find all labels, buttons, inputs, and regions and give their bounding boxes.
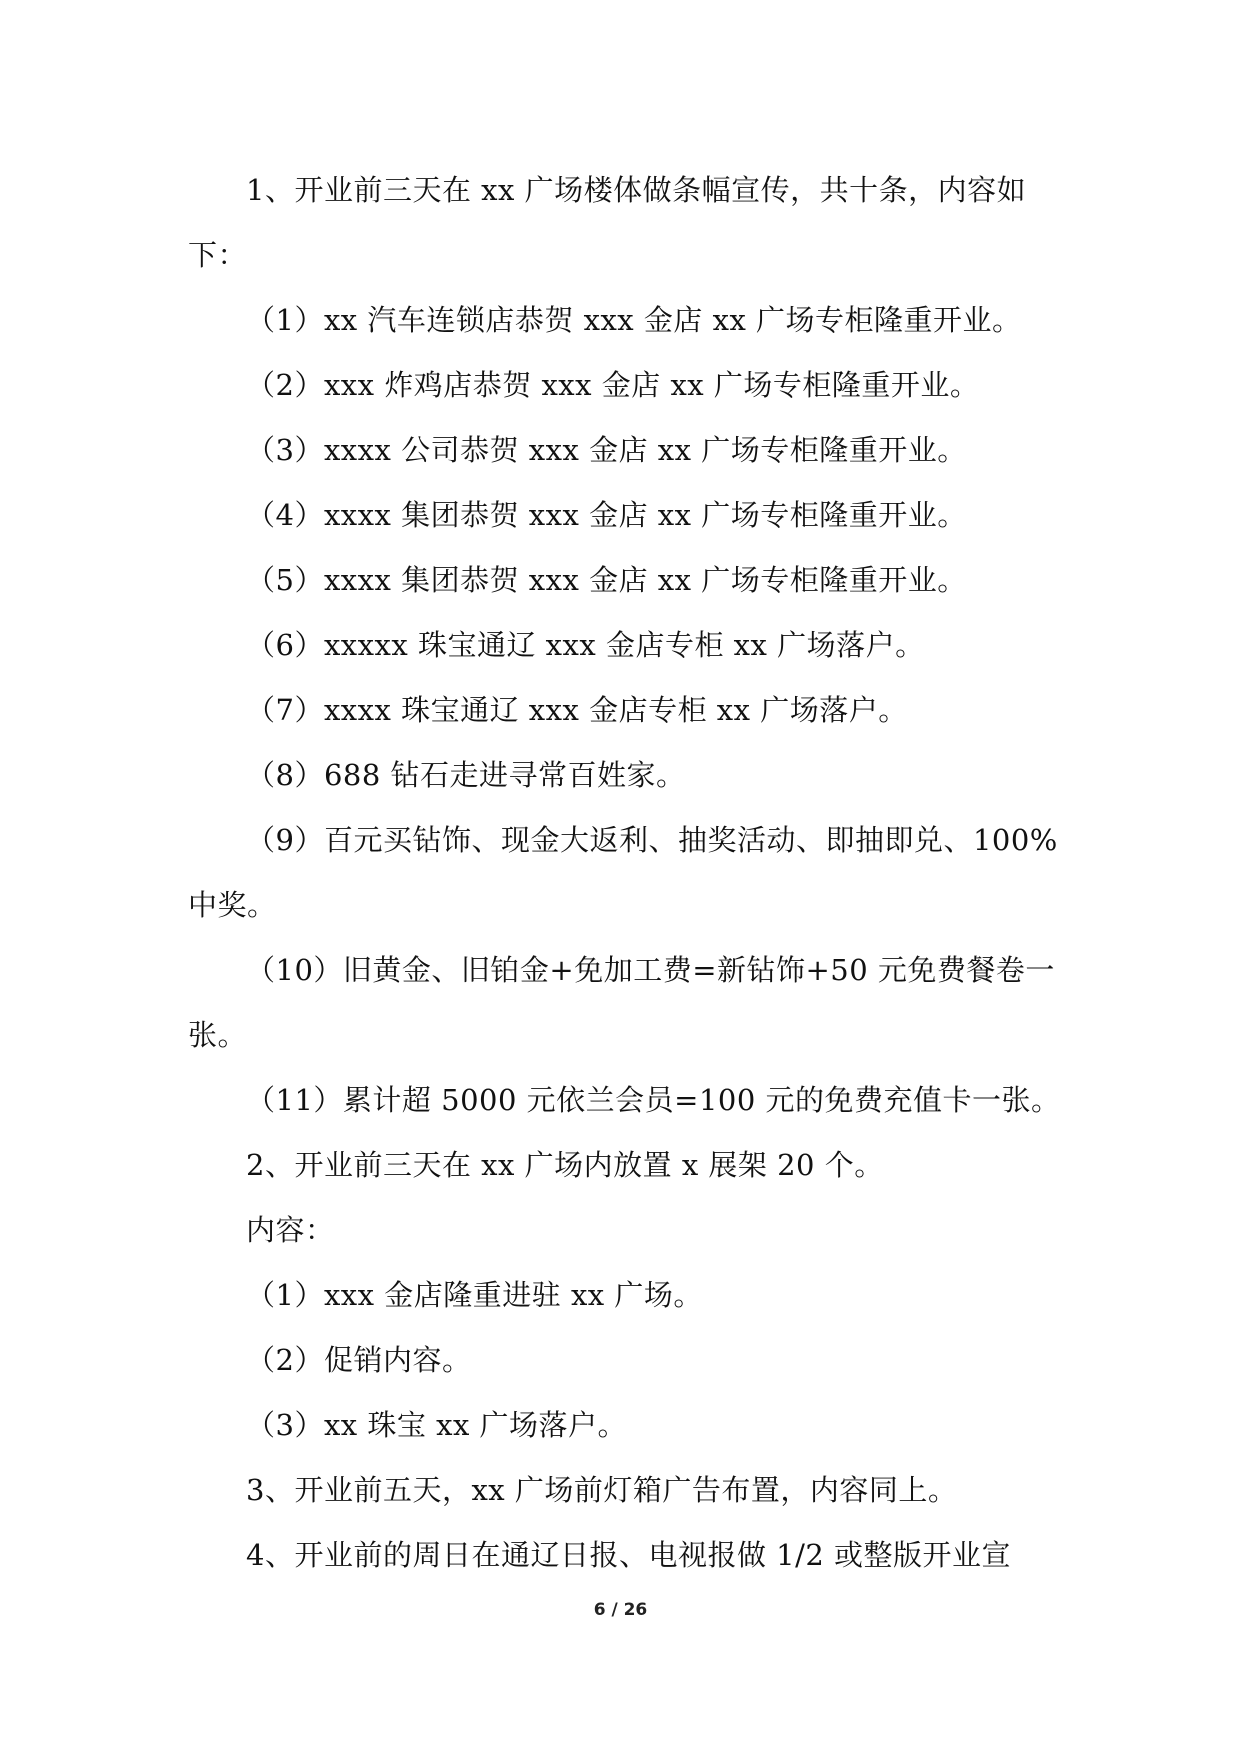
paragraph-4: 4、开业前的周日在通辽日报、电视报做 1/2 或整版开业宣 [246,1538,1012,1572]
paragraph-3: 3、开业前五天，xx 广场前灯箱广告布置，内容同上。 [246,1473,958,1507]
banner-item-10: （10）旧黄金、旧铂金+免加工费=新钻饰+50 元免费餐卷一张。 [188,953,1055,1052]
page-number: 6 / 26 [593,1600,648,1620]
banner-item-6: （6）xxxxx 珠宝通辽 xxx 金店专柜 xx 广场落户。 [246,628,925,662]
banner-item-7: （7）xxxx 珠宝通辽 xxx 金店专柜 xx 广场落户。 [246,693,908,727]
banner-item-2: （2）xxx 炸鸡店恭贺 xxx 金店 xx 广场专柜隆重开业。 [246,368,980,402]
banner-item-9: （9）百元买钻饰、现金大返利、抽奖活动、即抽即兑、100%中奖。 [188,823,1058,922]
document-body [188,158,1061,1588]
banner-item-8: （8）688 钻石走进寻常百姓家。 [246,758,686,792]
content-label: 内容： [246,1213,335,1247]
paragraph-2: 2、开业前三天在 xx 广场内放置 x 展架 20 个。 [246,1148,884,1182]
banner-item-5: （5）xxxx 集团恭贺 xxx 金店 xx 广场专柜隆重开业。 [246,563,967,597]
banner-item-4: （4）xxxx 集团恭贺 xxx 金店 xx 广场专柜隆重开业。 [246,498,967,532]
paragraph-1: 1、开业前三天在 xx 广场楼体做条幅宣传，共十条，内容如下： [188,173,1027,272]
banner-item-11: （11）累计超 5000 元依兰会员=100 元的免费充值卡一张。 [246,1083,1061,1117]
display-item-1: （1）xxx 金店隆重进驻 xx 广场。 [246,1278,703,1312]
display-item-2: （2）促销内容。 [246,1343,472,1377]
display-item-3: （3）xx 珠宝 xx 广场落户。 [246,1408,628,1442]
banner-item-3: （3）xxxx 公司恭贺 xxx 金店 xx 广场专柜隆重开业。 [246,433,967,467]
banner-item-1: （1）xx 汽车连锁店恭贺 xxx 金店 xx 广场专柜隆重开业。 [246,303,1022,337]
